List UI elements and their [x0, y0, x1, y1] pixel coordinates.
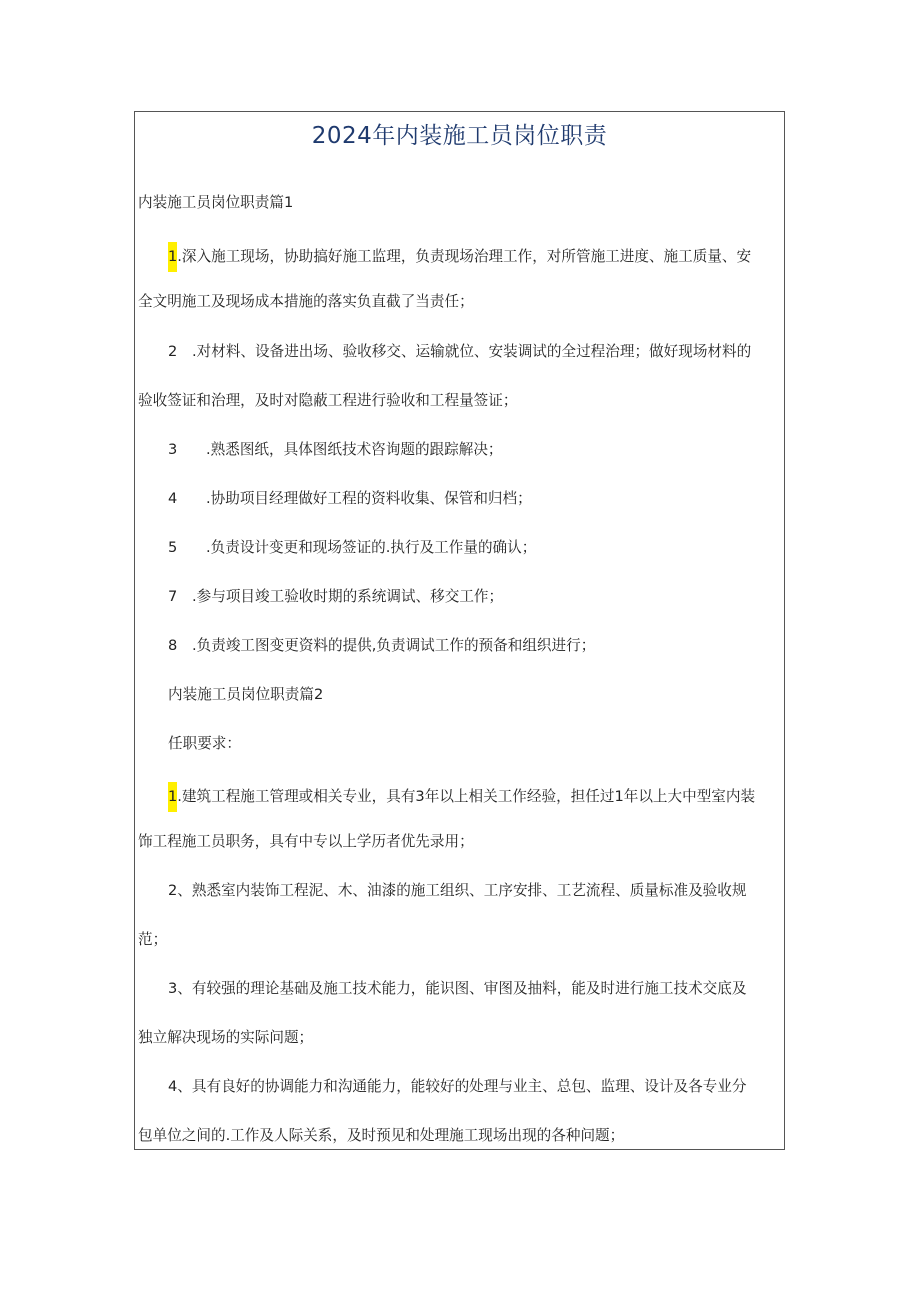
s2-item4-text: 、具有良好的协调能力和沟通能力，能较好的处理与业主、总包、监理、设计及各专业分 [177, 1078, 747, 1095]
s1-item5-number: 5 [168, 539, 178, 556]
s2-item4-number: 4 [168, 1078, 178, 1095]
s2-item1-text: .建筑工程施工管理或相关专业，具有3年以上相关工作经验，担任过1年以上大中型室内装 [177, 788, 756, 805]
s1-item4 [168, 488, 532, 510]
s2-item1-number: 1 [168, 782, 177, 812]
s1-item4-text: .协助项目经理做好工程的资料收集、保管和归档； [206, 490, 532, 507]
s2-item3-text: 、有较强的理论基础及施工技术能力，能识图、审图及抽料，能及时进行施工技术交底及 [177, 980, 747, 997]
s2-item4-line1 [168, 1076, 746, 1098]
section1-heading: 内装施工员岗位职责篇1 [138, 194, 294, 211]
s1-item2-line2: 验收签证和治理，及时对隐蔽工程进行验收和工程量签证； [138, 392, 518, 409]
s1-item8-number: 8 [168, 637, 178, 654]
s1-item2-text: .对材料、设备进出场、验收移交、运输就位、安装调试的全过程治理；做好现场材料的 [192, 343, 752, 360]
document-title: 2024年内装施工员岗位职责 [311, 123, 608, 149]
section2-heading: 内装施工员岗位职责篇2 [168, 686, 324, 703]
s1-item1-text: .深入施工现场，协助搞好施工监理，负责现场治理工作，对所管施工进度、施工质量、安 [177, 248, 752, 265]
s2-item3-number: 3 [168, 980, 178, 997]
s1-item1-number: 1 [168, 242, 177, 272]
s1-item3-number: 3 [168, 441, 178, 458]
s2-item1-line2: 饰工程施工员职务，具有中专以上学历者优先录用； [138, 833, 474, 850]
s2-item3-line2: 独立解决现场的实际问题； [138, 1029, 314, 1046]
s1-item1-line2: 全文明施工及现场成本措施的落实负直截了当责任； [138, 293, 474, 310]
s1-item1-line1 [168, 242, 751, 272]
s2-item2-text: 、熟悉室内装饰工程泥、木、油漆的施工组织、工序安排、工艺流程、质量标准及验收规 [177, 882, 747, 899]
s2-item4-line2: 包单位之间的.工作及人际关系，及时预见和处理施工现场出现的各种问题； [138, 1127, 625, 1144]
s1-item4-number: 4 [168, 490, 178, 507]
s1-item2-line1 [168, 341, 751, 363]
s2-item1-line1 [168, 782, 755, 812]
s2-item2-line1 [168, 880, 746, 902]
s1-item8-text: .负责竣工图变更资料的提供,负责调试工作的预备和组织进行； [192, 637, 596, 654]
s1-item7-text: .参与项目竣工验收时期的系统调试、移交工作； [192, 588, 504, 605]
s2-item2-line2: 范； [138, 931, 168, 948]
s2-item2-number: 2 [168, 882, 178, 899]
s1-item5-text: .负责设计变更和现场签证的.执行及工作量的确认； [206, 539, 537, 556]
s2-item3-line1 [168, 978, 746, 1000]
s1-item3 [168, 439, 503, 461]
s1-item2-number: 2 [168, 343, 178, 360]
s1-item7-number: 7 [168, 588, 178, 605]
s1-item8 [168, 635, 595, 657]
s1-item5 [168, 537, 536, 559]
requirements-label: 任职要求： [168, 735, 241, 752]
s1-item3-text: .熟悉图纸，具体图纸技术咨询题的跟踪解决； [206, 441, 503, 458]
s1-item7 [168, 586, 503, 608]
